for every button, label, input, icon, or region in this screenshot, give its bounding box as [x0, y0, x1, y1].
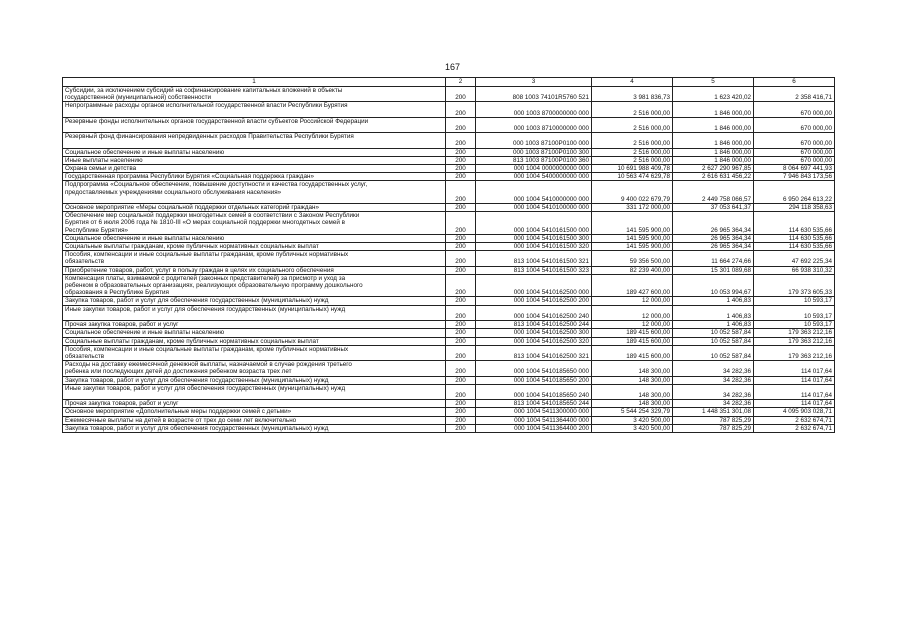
row-name	[63, 234, 446, 242]
row-code: 000 1004 5410162500 200	[476, 297, 592, 305]
table-row	[63, 173, 835, 181]
table-row	[63, 117, 835, 132]
row-col2: 200	[446, 416, 476, 424]
row-name	[63, 424, 446, 432]
row-value-6: 2 632 674,71	[754, 424, 835, 432]
row-col2: 200	[446, 266, 476, 274]
row-name	[63, 384, 446, 399]
row-col2: 200	[446, 274, 476, 297]
row-value-4: 141 595 900,00	[592, 234, 673, 242]
table-row	[63, 234, 835, 242]
row-value-4: 59 356 500,00	[592, 251, 673, 266]
row-value-4: 148 300,00	[592, 384, 673, 399]
row-value-6: 2 358 416,71	[754, 87, 835, 102]
row-value-5: 1 846 000,00	[673, 117, 754, 132]
row-value-5: 34 282,36	[673, 384, 754, 399]
row-col2: 200	[446, 156, 476, 164]
row-name-line: Социальные выплаты гражданам, кроме публичных нормативных социальных выплат	[65, 243, 319, 251]
row-value-4: 2 516 000,00	[592, 148, 673, 156]
row-name-line: Закупка товаров, работ и услуг для обеспечения государственных (муниципальных) нужд	[65, 424, 329, 432]
table-row	[63, 424, 835, 432]
row-value-5: 10 052 587,84	[673, 337, 754, 345]
table-row	[63, 251, 835, 266]
row-name-line: Социальные выплаты гражданам, кроме публичных нормативных социальных выплат	[65, 337, 319, 345]
header-col-2: 2	[446, 78, 476, 87]
row-value-6: 114 017,64	[754, 376, 835, 384]
row-value-4: 82 239 400,00	[592, 266, 673, 274]
row-value-6: 670 000,00	[754, 156, 835, 164]
row-value-5: 1 406,83	[673, 297, 754, 305]
table-row	[63, 148, 835, 156]
row-value-4: 10 563 474 629,78	[592, 173, 673, 181]
row-value-4: 3 981 836,73	[592, 87, 673, 102]
row-name	[63, 117, 446, 132]
row-value-5: 787 825,29	[673, 416, 754, 424]
row-value-6: 7 946 843 173,56	[754, 173, 835, 181]
row-name	[63, 345, 446, 360]
row-value-6: 670 000,00	[754, 102, 835, 117]
row-name-line: Социальное обеспечение и иные выплаты населению	[65, 234, 225, 242]
row-value-6: 179 363 212,16	[754, 329, 835, 337]
row-name-line: Ежемесячные выплаты на детей в возрасте от трех до семи лет включительно	[65, 416, 297, 424]
table-row	[63, 102, 835, 117]
row-value-6: 114 017,64	[754, 361, 835, 376]
row-value-6: 114 630 535,66	[754, 212, 835, 235]
budget-execution-table	[62, 77, 835, 433]
row-name-line: обязательств	[65, 352, 105, 360]
row-name	[63, 165, 446, 173]
row-col2: 200	[446, 361, 476, 376]
row-col2: 200	[446, 173, 476, 181]
row-col2: 200	[446, 148, 476, 156]
row-name-line: Приобретение товаров, работ, услуг в пользу граждан в целях их социального обеспечения	[65, 266, 334, 274]
row-name-line	[65, 110, 443, 117]
row-name	[63, 337, 446, 345]
row-name-line: Основное мероприятие «Меры социальной поддержки отдельных категорий граждан»	[65, 204, 319, 212]
table-row	[63, 297, 835, 305]
row-value-4: 2 516 000,00	[592, 133, 673, 148]
row-value-4: 12 000,00	[592, 305, 673, 320]
row-code: 813 1004 5410162500 321	[476, 345, 592, 360]
row-name-line: Иные закупки товаров, работ и услуг для обеспечения государственных (муниципальных) нужд	[65, 384, 346, 392]
row-col2: 200	[446, 87, 476, 102]
row-col2: 200	[446, 133, 476, 148]
row-code: 000 1004 5410100000 000	[476, 204, 592, 212]
row-name-line: Резервный фонд финансирования непредвиденных расходов Правительства Республики Бурятия	[65, 133, 354, 141]
row-code: 000 1004 5410161500 320	[476, 243, 592, 251]
row-name	[63, 329, 446, 337]
row-col2: 200	[446, 337, 476, 345]
row-name-line: Основное мероприятие «Дополнительные меры поддержки семей с детьми»	[65, 408, 292, 416]
row-value-5: 34 282,36	[673, 361, 754, 376]
row-name-line: Прочая закупка товаров, работ и услуг	[65, 400, 179, 408]
row-code: 000 1004 5410162500 320	[476, 337, 592, 345]
table-row	[63, 305, 835, 320]
row-col2: 200	[446, 376, 476, 384]
row-value-6: 294 118 358,63	[754, 204, 835, 212]
page-number: 167	[444, 62, 461, 72]
row-name-line: Субсидии, за исключением субсидий на софинансирование капитальных вложений в объекты	[65, 87, 343, 94]
row-col2: 200	[446, 424, 476, 432]
row-code: 000 1004 5410185650 240	[476, 384, 592, 399]
row-col2: 200	[446, 243, 476, 251]
row-col2: 200	[446, 117, 476, 132]
row-name-line: Расходы на доставку ежемесячной денежной выплаты, назначаемой в случае рождения третьего	[65, 361, 352, 369]
row-value-4: 3 420 500,00	[592, 424, 673, 432]
row-value-4: 9 400 022 679,79	[592, 181, 673, 204]
row-name-line: Прочая закупка товаров, работ и услуг	[65, 321, 179, 329]
row-value-6: 47 692 225,34	[754, 251, 835, 266]
row-code: 813 1004 5410161500 323	[476, 266, 592, 274]
row-value-5: 10 052 587,84	[673, 329, 754, 337]
row-value-6: 8 064 697 441,93	[754, 165, 835, 173]
row-value-4: 141 595 900,00	[592, 212, 673, 235]
row-value-6: 10 593,17	[754, 305, 835, 320]
row-name	[63, 408, 446, 416]
row-value-6: 179 363 212,16	[754, 337, 835, 345]
row-col2: 200	[446, 321, 476, 329]
row-code: 000 1004 5410000000 000	[476, 181, 592, 204]
row-value-4: 10 691 988 409,78	[592, 165, 673, 173]
row-value-5: 11 664 274,66	[673, 251, 754, 266]
row-value-5: 1 846 000,00	[673, 148, 754, 156]
row-value-5: 15 301 089,68	[673, 266, 754, 274]
row-name-line: предоставляемых учреждениями социального обслуживания населения»	[65, 188, 282, 196]
row-value-5: 1 846 000,00	[673, 156, 754, 164]
row-value-6: 66 938 310,32	[754, 266, 835, 274]
row-name	[63, 87, 446, 102]
row-name-line: Социальное обеспечение и иные выплаты населению	[65, 148, 225, 156]
table-row	[63, 212, 835, 235]
row-col2: 200	[446, 251, 476, 266]
row-col2: 200	[446, 384, 476, 399]
row-code: 000 1004 5411364400 200	[476, 424, 592, 432]
table-row	[63, 204, 835, 212]
row-value-5: 10 053 994,67	[673, 274, 754, 297]
row-col2: 200	[446, 297, 476, 305]
row-value-6: 114 017,64	[754, 384, 835, 399]
row-col2: 200	[446, 408, 476, 416]
table-row	[63, 329, 835, 337]
row-col2: 200	[446, 204, 476, 212]
table-row	[63, 384, 835, 399]
row-value-6: 4 095 903 028,71	[754, 408, 835, 416]
row-name	[63, 148, 446, 156]
row-name	[63, 416, 446, 424]
row-value-4: 189 415 600,00	[592, 337, 673, 345]
row-value-5: 1 846 000,00	[673, 133, 754, 148]
table-row	[63, 156, 835, 164]
row-value-5: 1 406,83	[673, 321, 754, 329]
row-name-line: Иные закупки товаров, работ и услуг для обеспечения государственных (муниципальных) нужд	[65, 305, 346, 313]
row-value-4: 12 000,00	[592, 297, 673, 305]
row-name-line: Пособия, компенсации и иные социальные выплаты гражданам, кроме публичных нормативных	[65, 251, 349, 259]
row-value-4: 2 516 000,00	[592, 102, 673, 117]
row-code: 000 1004 5411300000 000	[476, 408, 592, 416]
row-name-line	[65, 125, 443, 132]
table-row	[63, 337, 835, 345]
header-col-3: 3	[476, 78, 592, 87]
row-value-5: 1 623 420,02	[673, 87, 754, 102]
row-value-6: 179 373 605,33	[754, 274, 835, 297]
row-name-line: Закупка товаров, работ и услуг для обеспечения государственных (муниципальных) нужд	[65, 297, 329, 305]
row-value-5: 37 053 641,37	[673, 204, 754, 212]
row-code: 813 1004 5410161500 321	[476, 251, 592, 266]
row-name	[63, 133, 446, 148]
row-name-line: Закупка товаров, работ и услуг для обеспечения государственных (муниципальных) нужд	[65, 376, 329, 384]
row-name-line: Иные выплаты населению	[65, 156, 143, 164]
row-code: 000 1004 5410162500 300	[476, 329, 592, 337]
row-name-line	[65, 140, 443, 147]
table-row	[63, 408, 835, 416]
table-row	[63, 345, 835, 360]
table-row	[63, 181, 835, 204]
row-value-6: 114 017,64	[754, 400, 835, 408]
table-row	[63, 321, 835, 329]
table-row	[63, 266, 835, 274]
row-code: 000 1003 87100P0100 000	[476, 133, 592, 148]
row-code: 000 1004 5410185650 000	[476, 361, 592, 376]
row-value-4: 148 300,00	[592, 361, 673, 376]
header-col-5: 5	[673, 78, 754, 87]
row-value-5: 1 406,83	[673, 305, 754, 320]
row-col2: 200	[446, 400, 476, 408]
row-value-4: 189 427 600,00	[592, 274, 673, 297]
row-code: 000 1004 5410162500 000	[476, 274, 592, 297]
row-name	[63, 305, 446, 320]
row-code: 000 1004 5410162500 240	[476, 305, 592, 320]
row-value-5: 2 627 290 967,85	[673, 165, 754, 173]
table-header-row	[63, 78, 835, 87]
row-value-5: 1 448 351 301,08	[673, 408, 754, 416]
row-col2: 200	[446, 181, 476, 204]
row-name-line: ребенка или последующих детей до достижения ребенком возраста трех лет	[65, 368, 292, 376]
row-value-5: 26 965 364,34	[673, 212, 754, 235]
row-name-line: обязательств	[65, 258, 105, 266]
row-col2: 200	[446, 212, 476, 235]
row-name	[63, 361, 446, 376]
row-name	[63, 181, 446, 204]
row-name-line: государственной (муниципальной) собственности	[65, 94, 212, 102]
row-value-4: 3 420 500,00	[592, 416, 673, 424]
row-name-line: ребенком в образовательных организациях, реализующих образовательную программу дошкольного	[65, 282, 363, 290]
row-name	[63, 173, 446, 181]
row-name-line: Бурятия от 6 июля 2006 года № 1810-III «О мерах социальной поддержки многодетных семей в	[65, 219, 345, 227]
row-value-4: 2 516 000,00	[592, 156, 673, 164]
row-code: 813 1004 5410185650 244	[476, 400, 592, 408]
row-value-5: 2 616 631 456,22	[673, 173, 754, 181]
row-col2: 200	[446, 329, 476, 337]
row-code: 000 1004 5410185650 200	[476, 376, 592, 384]
table-row	[63, 165, 835, 173]
row-code: 000 1003 8700000000 000	[476, 102, 592, 117]
row-value-6: 179 363 212,16	[754, 345, 835, 360]
row-name	[63, 212, 446, 235]
row-code: 813 1003 87100P0100 360	[476, 156, 592, 164]
row-name-line: Социальное обеспечение и иные выплаты населению	[65, 329, 225, 337]
row-name-line: Компенсация платы, взимаемой с родителей (законных представителей) за присмотр и уход за	[65, 274, 346, 282]
row-name	[63, 243, 446, 251]
row-value-4: 331 172 000,00	[592, 204, 673, 212]
row-value-6: 6 950 264 613,22	[754, 181, 835, 204]
header-col-1: 1	[63, 78, 446, 87]
row-value-6: 670 000,00	[754, 133, 835, 148]
row-value-4: 189 415 600,00	[592, 345, 673, 360]
row-code: 000 1004 5400000000 000	[476, 173, 592, 181]
table-row	[63, 400, 835, 408]
row-name-line: Непрограммные расходы органов исполнительной государственной власти Республики Бурятия	[65, 102, 348, 110]
row-value-5: 787 825,29	[673, 424, 754, 432]
row-name	[63, 376, 446, 384]
row-value-5: 34 282,36	[673, 400, 754, 408]
table-row	[63, 376, 835, 384]
row-value-5: 34 282,36	[673, 376, 754, 384]
row-name-line: Обеспечение мер социальной поддержки многодетных семей в соответствии с Законом Республики	[65, 212, 360, 220]
row-name-line	[65, 313, 443, 320]
table-row	[63, 243, 835, 251]
row-col2: 200	[446, 102, 476, 117]
row-name	[63, 102, 446, 117]
row-name-line: Государственная программа Республики Бурятия «Социальная поддержка граждан»	[65, 173, 314, 181]
row-value-6: 10 593,17	[754, 321, 835, 329]
row-col2: 200	[446, 305, 476, 320]
row-name-line: Пособия, компенсации и иные социальные выплаты гражданам, кроме публичных нормативных	[65, 345, 349, 353]
row-name-line: Охрана семьи и детства	[65, 165, 137, 173]
table-row	[63, 361, 835, 376]
row-col2: 200	[446, 165, 476, 173]
row-value-5: 1 846 000,00	[673, 102, 754, 117]
row-code: 000 1004 5410161500 000	[476, 212, 592, 235]
row-code: 000 1003 8710000000 000	[476, 117, 592, 132]
row-code: 000 1004 5410161500 300	[476, 234, 592, 242]
row-name	[63, 274, 446, 297]
row-value-5: 2 449 758 066,57	[673, 181, 754, 204]
row-code: 000 1003 87100P0100 300	[476, 148, 592, 156]
row-name-line: Республике Бурятия»	[65, 226, 129, 234]
header-col-6: 6	[754, 78, 835, 87]
row-name	[63, 266, 446, 274]
row-value-6: 670 000,00	[754, 117, 835, 132]
row-value-4: 2 516 000,00	[592, 117, 673, 132]
row-value-6: 114 630 535,66	[754, 243, 835, 251]
table-row	[63, 416, 835, 424]
table-body	[63, 87, 835, 433]
row-name-line: Подпрограмма «Социальное обеспечение, повышение доступности и качества государственных услуг,	[65, 181, 368, 189]
row-value-6: 114 630 535,66	[754, 234, 835, 242]
row-code: 000 1004 0000000000 000	[476, 165, 592, 173]
row-value-4: 148 300,00	[592, 400, 673, 408]
row-value-5: 10 052 587,84	[673, 345, 754, 360]
row-name-line: образования в Республике Бурятия	[65, 289, 169, 297]
row-value-6: 670 000,00	[754, 148, 835, 156]
row-value-4: 189 415 600,00	[592, 329, 673, 337]
row-value-5: 26 965 364,34	[673, 234, 754, 242]
row-value-4: 12 000,00	[592, 321, 673, 329]
row-name-line	[65, 392, 443, 399]
row-code: 000 1004 5411364400 000	[476, 416, 592, 424]
row-name	[63, 251, 446, 266]
row-value-5: 26 965 364,34	[673, 243, 754, 251]
table-row	[63, 87, 835, 102]
row-col2: 200	[446, 234, 476, 242]
row-code: 808 1003 74101R5760 521	[476, 87, 592, 102]
row-value-4: 5 544 254 329,79	[592, 408, 673, 416]
row-name	[63, 297, 446, 305]
row-name	[63, 321, 446, 329]
row-col2: 200	[446, 345, 476, 360]
row-value-4: 148 300,00	[592, 376, 673, 384]
row-name	[63, 156, 446, 164]
row-code: 813 1004 5410162500 244	[476, 321, 592, 329]
row-name-line	[65, 196, 443, 203]
row-value-6: 2 632 674,71	[754, 416, 835, 424]
row-name-line: Резервные фонды исполнительных органов государственной власти субъектов Российской Федерации	[65, 117, 369, 125]
table-row	[63, 133, 835, 148]
row-name	[63, 400, 446, 408]
row-value-6: 10 593,17	[754, 297, 835, 305]
table-row	[63, 274, 835, 297]
header-col-4: 4	[592, 78, 673, 87]
row-value-4: 141 595 900,00	[592, 243, 673, 251]
row-name	[63, 204, 446, 212]
